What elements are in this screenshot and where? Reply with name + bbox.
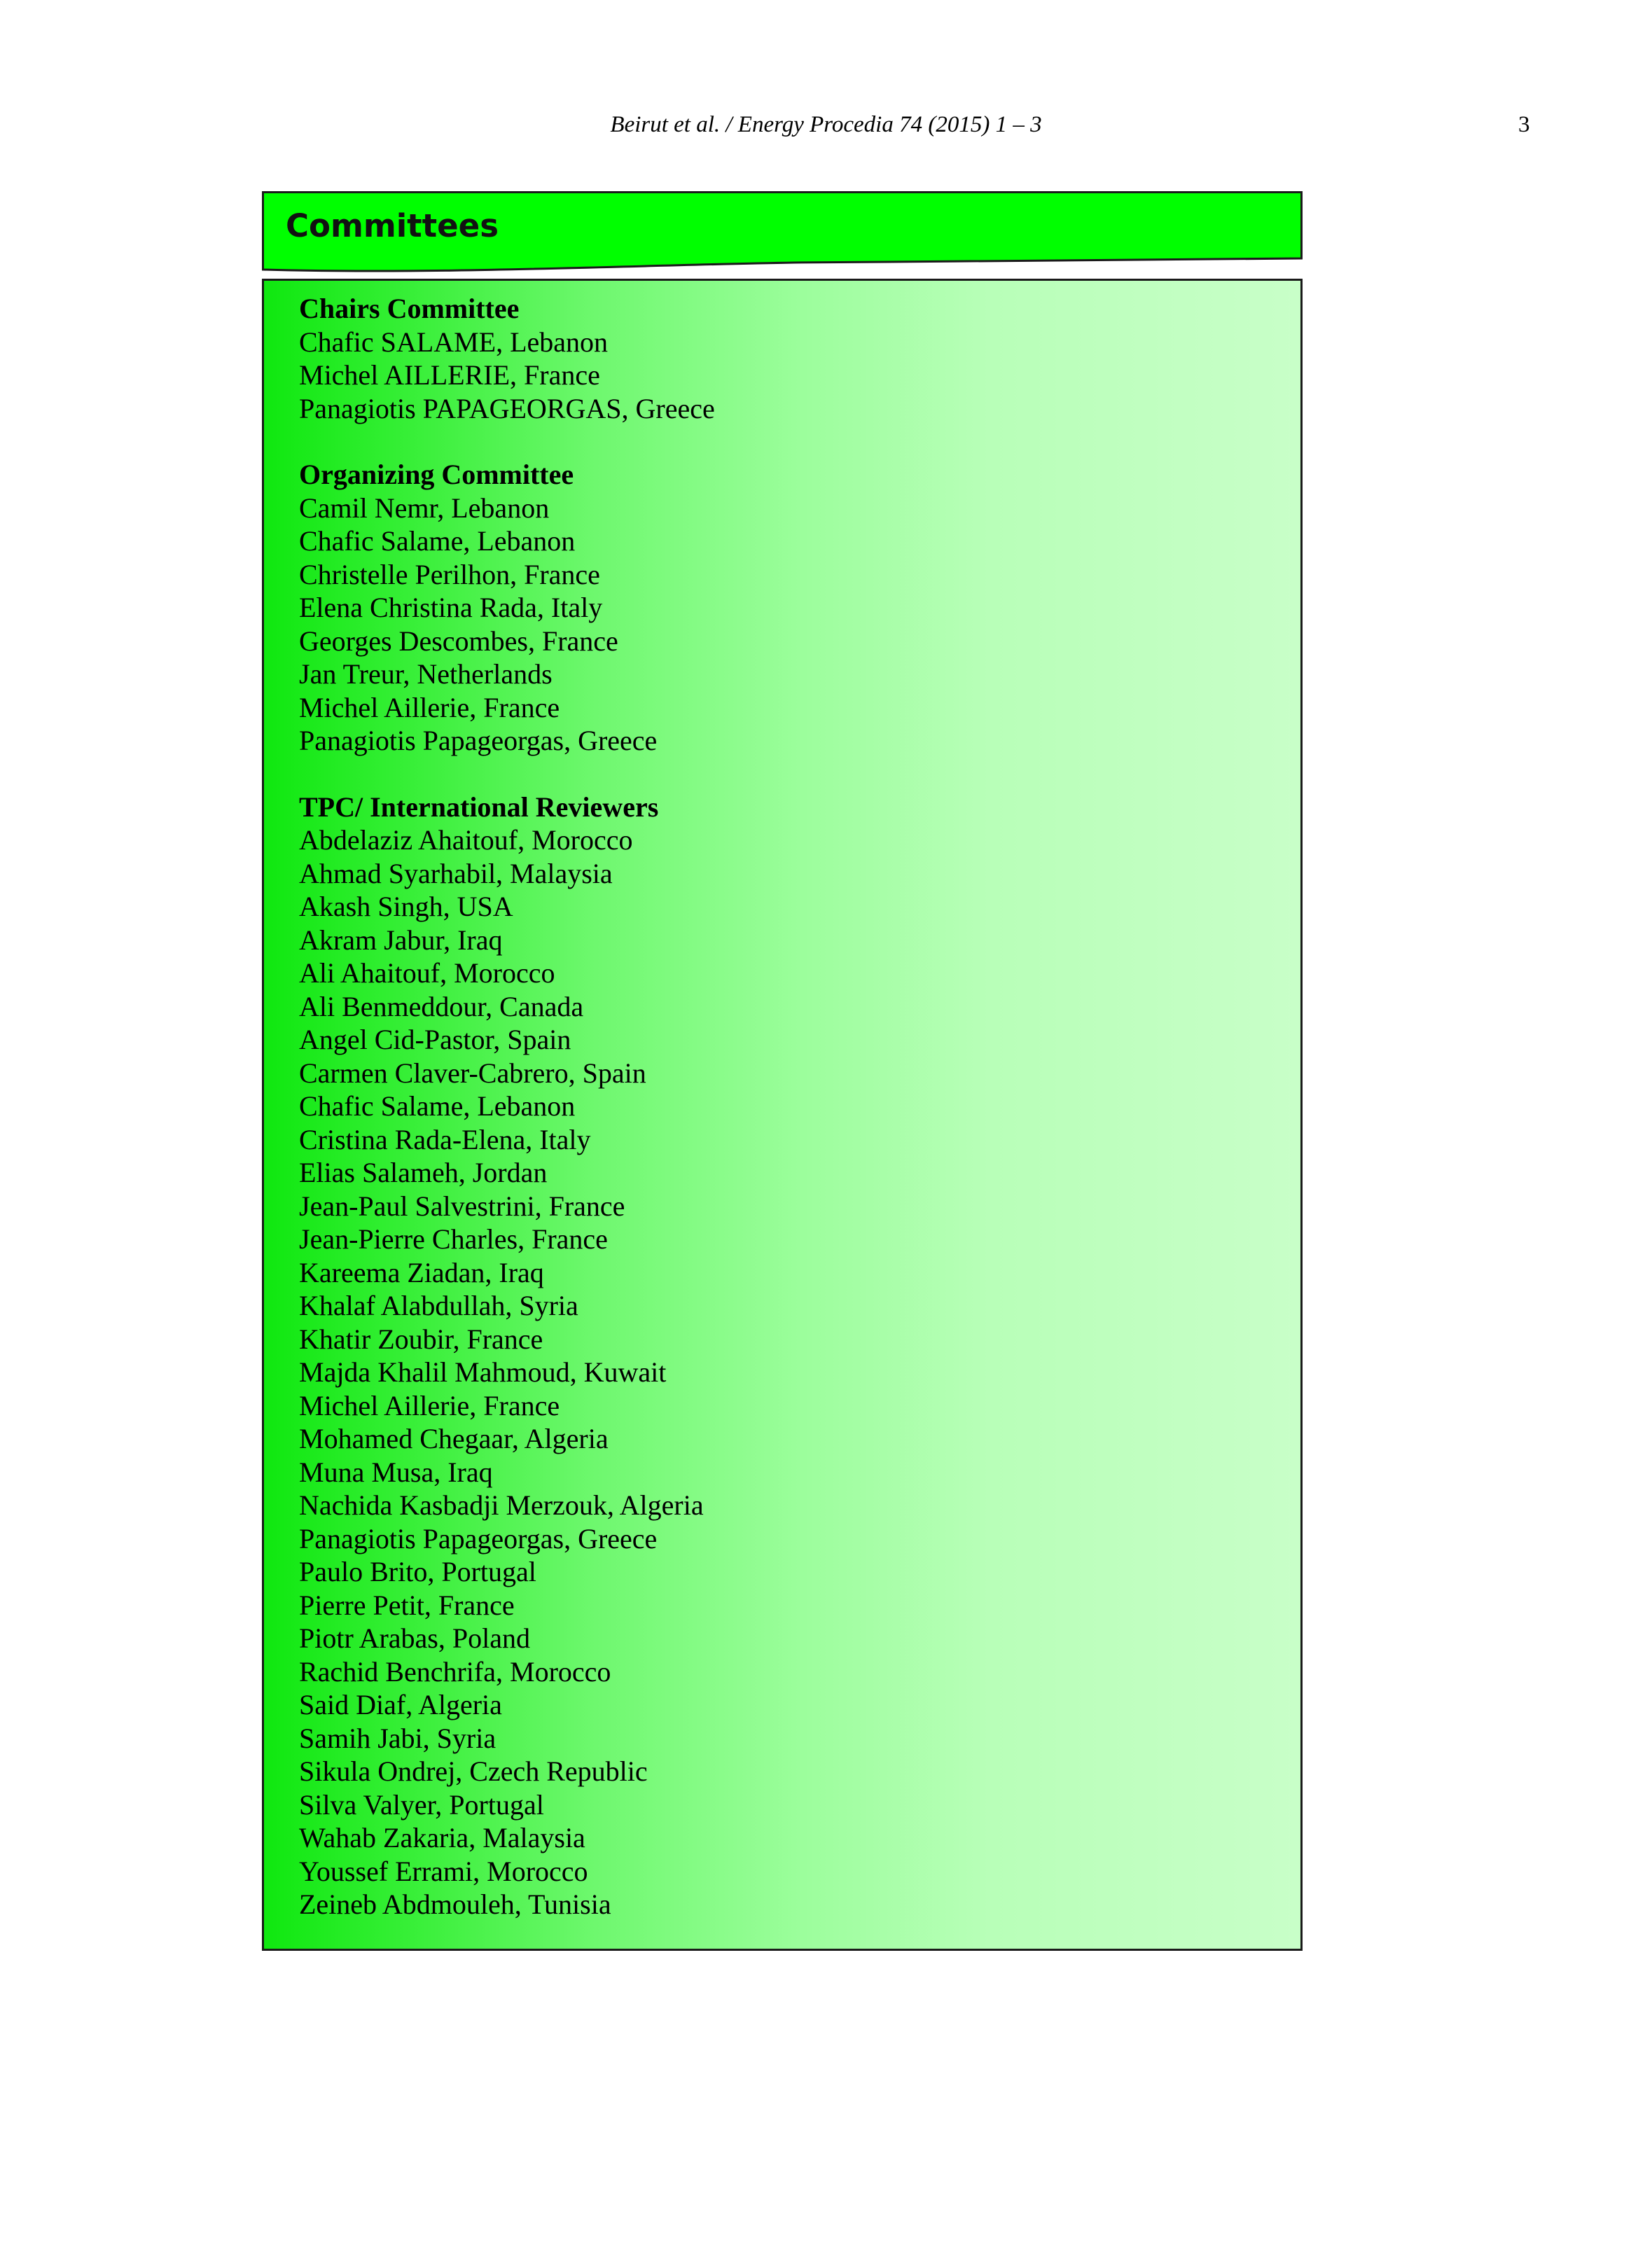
- committee-member: Majda Khalil Mahmoud, Kuwait: [299, 1356, 667, 1388]
- committee-member: Mohamed Chegaar, Algeria: [299, 1423, 609, 1454]
- committee-sections: [299, 292, 1279, 1954]
- committee-member: Khatir Zoubir, France: [299, 1323, 543, 1355]
- committee-member: Panagiotis Papageorgas, Greece: [299, 725, 658, 756]
- committee-member: Georges Descombes, France: [299, 625, 618, 657]
- committee-member: Paulo Brito, Portugal: [299, 1556, 536, 1587]
- committee-member: Youssef Errami, Morocco: [299, 1855, 588, 1887]
- committee-member: Cristina Rada-Elena, Italy: [299, 1123, 591, 1155]
- committee-section: [299, 292, 1279, 425]
- committee-member: Elena Christina Rada, Italy: [299, 592, 603, 623]
- committee-member: Said Diaf, Algeria: [299, 1689, 502, 1720]
- page-number: 3: [1518, 112, 1530, 137]
- committee-member: Chafic Salame, Lebanon: [299, 1090, 576, 1122]
- committee-member: Ahmad Syarhabil, Malaysia: [299, 857, 613, 889]
- section-title: Chairs Committee: [299, 293, 520, 324]
- committee-member: Chafic Salame, Lebanon: [299, 525, 576, 557]
- committee-member: Akram Jabur, Iraq: [299, 924, 503, 956]
- committee-member: Ali Ahaitouf, Morocco: [299, 957, 555, 989]
- committee-member: Elias Salameh, Jordan: [299, 1157, 548, 1188]
- committee-member: Kareema Ziadan, Iraq: [299, 1256, 544, 1288]
- committee-section: [299, 791, 1279, 1921]
- committee-member: Khalaf Alabdullah, Syria: [299, 1290, 578, 1321]
- committee-member: Piotr Arabas, Poland: [299, 1622, 530, 1654]
- committee-member: Pierre Petit, France: [299, 1589, 515, 1621]
- committee-member: Panagiotis Papageorgas, Greece: [299, 1522, 658, 1554]
- committee-section: [299, 458, 1279, 758]
- committee-member: Angel Cid-Pastor, Spain: [299, 1024, 571, 1055]
- committee-member: Zeineb Abdmouleh, Tunisia: [299, 1888, 611, 1920]
- committee-member: Muna Musa, Iraq: [299, 1456, 493, 1488]
- committee-member: Christelle Perilhon, France: [299, 558, 600, 590]
- committee-member: Jean-Paul Salvestrini, France: [299, 1190, 625, 1222]
- committees-panel: [262, 279, 1303, 1951]
- section-title: TPC/ International Reviewers: [299, 791, 659, 823]
- banner-title: Committees: [286, 207, 499, 244]
- committee-member: Wahab Zakaria, Malaysia: [299, 1822, 585, 1853]
- committee-member: Sikula Ondrej, Czech Republic: [299, 1755, 648, 1787]
- committee-member: Rachid Benchrifa, Morocco: [299, 1655, 611, 1688]
- committee-member: Akash Singh, USA: [299, 891, 513, 922]
- committee-member: Abdelaziz Ahaitouf, Morocco: [299, 824, 633, 856]
- running-head: Beirut et al. / Energy Procedia 74 (2015) 1 – 3: [610, 112, 1042, 137]
- committee-member: Samih Jabi, Syria: [299, 1722, 497, 1754]
- committee-member: Chafic SALAME, Lebanon: [299, 326, 609, 358]
- committee-member: Camil Nemr, Lebanon: [299, 492, 550, 524]
- committee-member: Michel AILLERIE, France: [299, 359, 600, 391]
- committee-member: Jean-Pierre Charles, France: [299, 1223, 608, 1255]
- committee-member: Nachida Kasbadji Merzouk, Algeria: [299, 1489, 704, 1521]
- committee-member: Michel Aillerie, France: [299, 1389, 560, 1421]
- committees-banner: [262, 191, 1303, 275]
- section-title: Organizing Committee: [299, 459, 574, 490]
- committee-member: Michel Aillerie, France: [299, 691, 560, 723]
- committee-member: Ali Benmeddour, Canada: [299, 990, 584, 1022]
- committee-member: Silva Valyer, Portugal: [299, 1788, 544, 1821]
- committee-member: Jan Treur, Netherlands: [299, 658, 553, 690]
- committee-member: Panagiotis PAPAGEORGAS, Greece: [299, 392, 715, 424]
- committee-member: Carmen Claver-Cabrero, Spain: [299, 1057, 646, 1089]
